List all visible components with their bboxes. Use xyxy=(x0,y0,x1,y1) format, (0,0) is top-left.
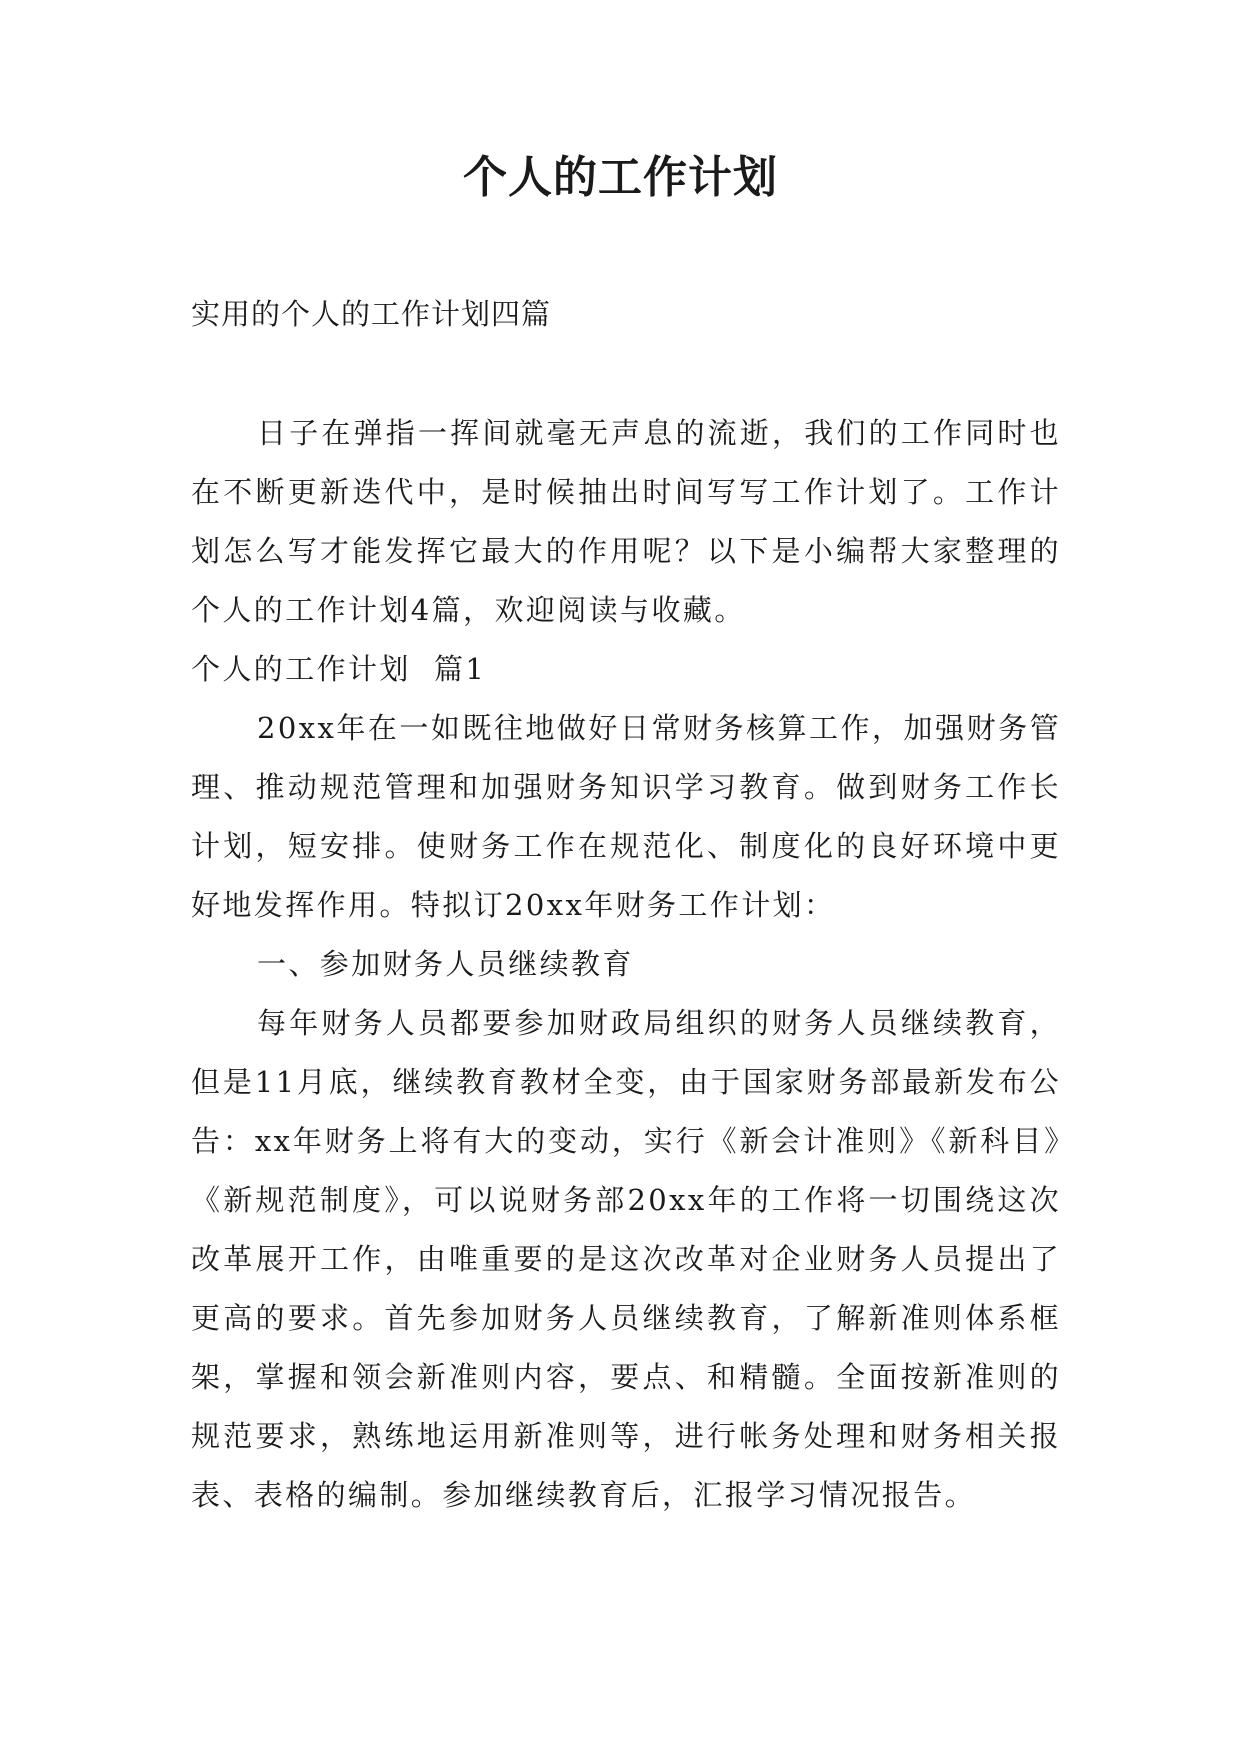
section-heading: 一、参加财务人员继续教育 xyxy=(257,947,634,981)
part1-paragraph: 20xx年在一如既往地做好日常财务核算工作，加强财务管理、推动规范管理和加强财务知识学习教育。做到财务工作长计划，短安排。使财务工作在规范化、制度化的良好环境中更好地发挥作用。特拟订20xx年财务工作计划： xyxy=(191,711,1061,922)
document-body xyxy=(191,404,1061,1525)
intro-paragraph: 日子在弹指一挥间就毫无声息的流逝，我们的工作同时也在不断更新迭代中，是时候抽出时间写写工作计划了。工作计划怎么写才能发挥它最大的作用呢？以下是小编帮大家整理的个人的工作计划4篇，欢迎阅读与收藏。 xyxy=(191,416,1061,627)
part-heading: 个人的工作计划 篇1 xyxy=(191,652,487,686)
document-subtitle: 实用的个人的工作计划四篇 xyxy=(191,297,552,331)
page-title: 个人的工作计划 xyxy=(463,152,778,203)
section1-paragraph: 每年财务人员都要参加财政局组织的财务人员继续教育，但是11月底，继续教育教材全变，由于国家财务部最新发布公告：xx年财务上将有大的变动，实行《新会计准则》《新科目》《新规范制度》，可以说财务部20xx年的工作将一切围绕这次改革展开工作，由唯重要的是这次改革对企业财务人员提出了更高的要求。首先参加财务人员继续教育，了解新准则体系框架，掌握和领会新准则内容，要点、和精髓。全面按新准则的规范要求，熟练地运用新准则等，进行帐务处理和财务相关报表、表格的编制。参加继续教育后，汇报学习情况报告。 xyxy=(191,1006,1061,1512)
